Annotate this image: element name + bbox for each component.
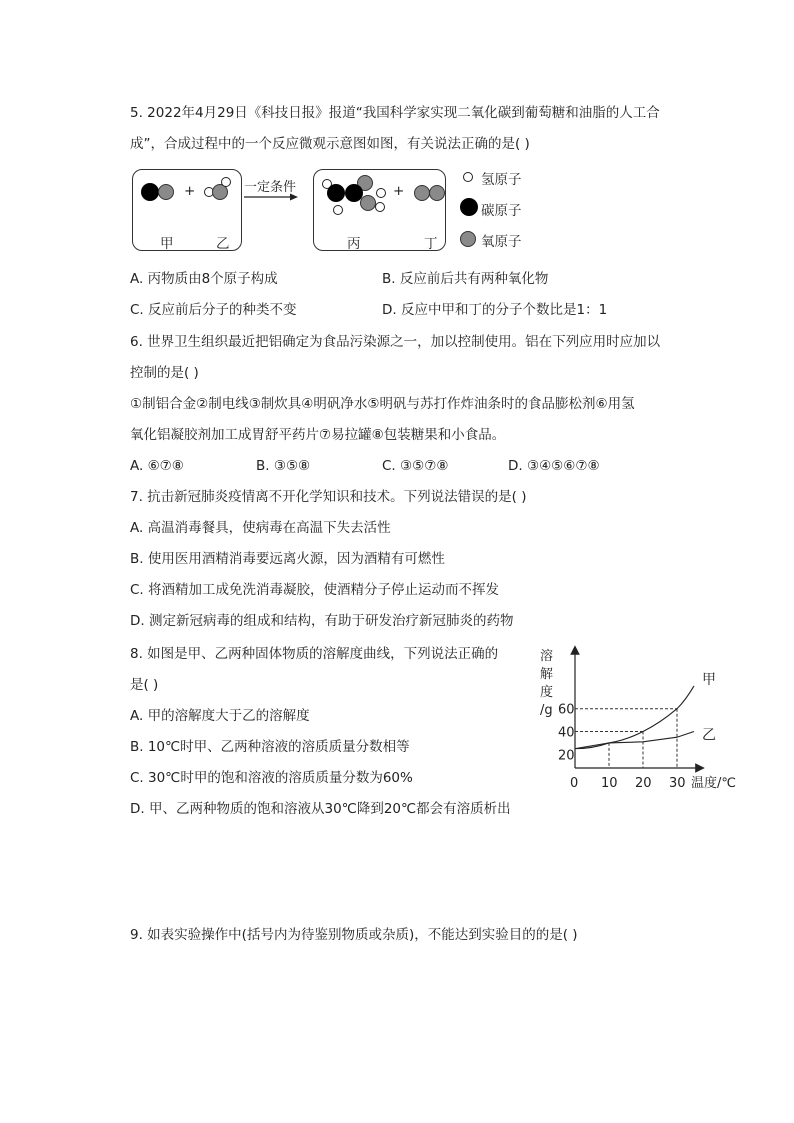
x-tick-label: 30 bbox=[669, 776, 686, 791]
hydrogen-atom bbox=[375, 202, 385, 212]
q8-option-d[interactable]: D. 甲、乙两种物质的饱和溶液从30℃降到20℃都会有溶质析出 bbox=[130, 801, 511, 817]
q6-option-a[interactable]: A. ⑥⑦⑧ bbox=[130, 458, 184, 474]
y-tick-label: 40 bbox=[558, 725, 575, 741]
y-label-char: 解 bbox=[540, 667, 554, 682]
q8-option-b[interactable]: B. 10℃时甲、乙两种溶液的溶质质量分数相等 bbox=[130, 739, 410, 755]
q5-option-b[interactable]: B. 反应前后共有两种氧化物 bbox=[382, 271, 549, 287]
q7-option-c[interactable]: C. 将酒精加工成免洗消毒凝胶，使酒精分子停止运动而不挥发 bbox=[130, 582, 500, 598]
q6-stem-line4: 氧化铝凝胶剂加工成胃舒平药片⑦易拉罐⑧包装糖果和小食品。 bbox=[130, 427, 506, 443]
series-label: 甲 bbox=[702, 671, 716, 688]
oxygen-atom bbox=[158, 184, 174, 200]
oxygen-atom bbox=[429, 185, 445, 201]
q8-stem-line1: 8. 如图是甲、乙两种固体物质的溶解度曲线，下列说法正确的 bbox=[130, 646, 499, 662]
q7-stem: 7. 抗击新冠肺炎疫情离不开化学知识和技术。下列说法错误的是( ) bbox=[130, 489, 527, 505]
q7-option-a[interactable]: A. 高温消毒餐具，使病毒在高温下失去活性 bbox=[130, 520, 391, 536]
carbon-atom bbox=[141, 183, 159, 201]
q8-stem-line2: 是( ) bbox=[130, 677, 159, 693]
legend-carbon: 碳原子 bbox=[481, 203, 522, 219]
q6-option-c[interactable]: C. ③⑤⑦⑧ bbox=[382, 458, 449, 474]
q7-option-d[interactable]: D. 测定新冠病毒的组成和结构，有助于研发治疗新冠肺炎的药物 bbox=[130, 613, 514, 629]
q5-option-c[interactable]: C. 反应前后分子的种类不变 bbox=[130, 302, 297, 318]
reaction-arrow-icon bbox=[243, 192, 299, 202]
q6-option-b[interactable]: B. ③⑤⑧ bbox=[256, 458, 311, 474]
solubility-chart bbox=[530, 640, 736, 800]
hydrogen-legend-icon bbox=[463, 172, 473, 182]
q6-option-d[interactable]: D. ③④⑤⑥⑦⑧ bbox=[508, 458, 600, 474]
oxygen-atom bbox=[414, 185, 430, 201]
y-axis-label bbox=[540, 648, 553, 718]
label-bing: 丙 bbox=[347, 236, 361, 252]
y-label-char: 溶 bbox=[540, 649, 554, 664]
series-line-jia bbox=[575, 686, 694, 749]
label-jia: 甲 bbox=[160, 236, 174, 252]
x-tick-label: 20 bbox=[635, 776, 652, 791]
y-tick-label: 20 bbox=[558, 748, 575, 764]
q8-option-c[interactable]: C. 30℃时甲的饱和溶液的溶质质量分数为60% bbox=[130, 770, 413, 786]
hydrogen-atom bbox=[333, 205, 343, 215]
hydrogen-atom bbox=[376, 188, 386, 198]
q8-option-a[interactable]: A. 甲的溶解度大于乙的溶解度 bbox=[130, 708, 310, 724]
series-label: 乙 bbox=[702, 727, 716, 744]
x-tick-label: 10 bbox=[601, 776, 618, 791]
q6-stem-line3: ①制铝合金②制电线③制炊具④明矾净水⑤明矾与苏打作炸油条时的食品膨松剂⑥用氢 bbox=[130, 396, 635, 412]
legend-hydrogen: 氢原子 bbox=[481, 172, 522, 188]
q6-stem-line2: 控制的是( ) bbox=[130, 365, 199, 381]
y-tick-label: 60 bbox=[558, 702, 575, 718]
carbon-legend-icon bbox=[460, 198, 478, 216]
q6-stem-line1: 6. 世界卫生组织最近把铝确定为食品污染源之一，加以控制使用。铝在下列应用时应加以 bbox=[130, 334, 661, 350]
y-label-char: /g bbox=[540, 703, 553, 718]
q5-stem-line2: 成”，合成过程中的一个反应微观示意图如图，有关说法正确的是( ) bbox=[130, 136, 530, 152]
carbon-atom bbox=[327, 184, 345, 202]
hydrogen-atom bbox=[221, 177, 231, 187]
q9-stem: 9. 如表实验操作中(括号内为待鉴别物质或杂质)，不能达到实验目的的是( ) bbox=[130, 927, 578, 943]
label-ding: 丁 bbox=[424, 236, 438, 252]
x-axis-label: 温度/℃ bbox=[691, 776, 736, 791]
label-yi: 乙 bbox=[216, 236, 230, 252]
legend-oxygen: 氧原子 bbox=[481, 234, 522, 250]
q5-stem-line1: 5. 2022年4月29日《科技日报》报道“我国科学家实现二氧化碳到葡萄糖和油脂的人工合 bbox=[130, 105, 660, 121]
q7-option-b[interactable]: B. 使用医用酒精消毒要远离火源，因为酒精有可燃性 bbox=[130, 551, 445, 567]
series-line-yi bbox=[575, 732, 694, 749]
reaction-condition: 一定条件 bbox=[244, 180, 297, 195]
plus-sign: + bbox=[184, 183, 196, 199]
q5-option-a[interactable]: A. 丙物质由8个原子构成 bbox=[130, 271, 278, 287]
oxygen-legend-icon bbox=[460, 231, 476, 247]
x-tick-label: 0 bbox=[570, 776, 579, 791]
plus-sign: + bbox=[393, 183, 405, 199]
q5-option-d[interactable]: D. 反应中甲和丁的分子个数比是1：1 bbox=[382, 302, 608, 318]
y-label-char: 度 bbox=[540, 685, 554, 700]
oxygen-atom bbox=[360, 195, 376, 211]
